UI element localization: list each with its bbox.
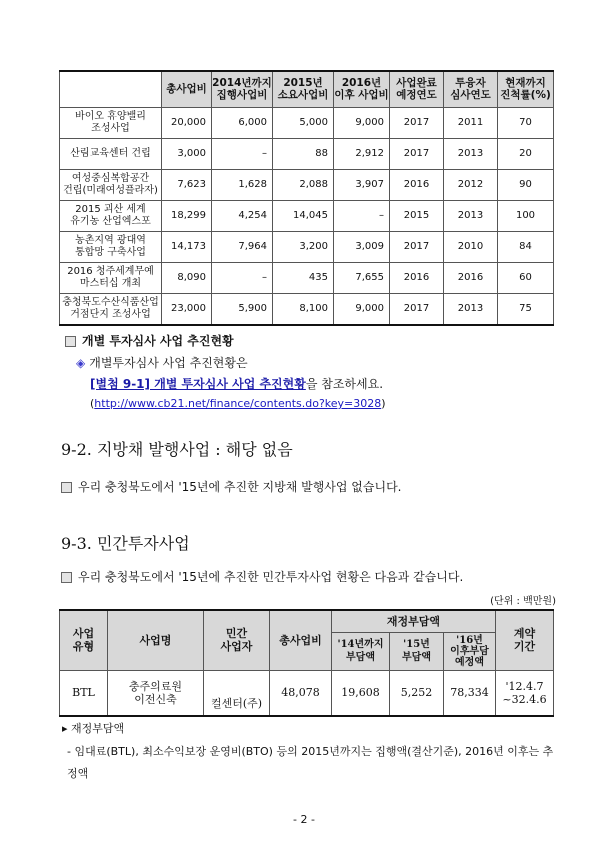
review-subheading: 개별 투자심사 사업 추진현황 [65, 332, 234, 349]
cell-total: 3,000 [162, 138, 212, 169]
cell-y2015: 435 [273, 262, 334, 293]
col-operator-header: 민간 사업자 [204, 610, 270, 670]
cell-progress: 60 [498, 262, 554, 293]
cell-review: 2013 [444, 293, 498, 325]
cell-y2014: – [212, 138, 273, 169]
corner-header [60, 71, 162, 107]
table-header-row [60, 71, 554, 107]
cell-progress: 84 [498, 231, 554, 262]
cell-y2016: 9,000 [334, 107, 390, 138]
table-body [60, 107, 554, 325]
cell-operator: 컬센터(주) [204, 670, 270, 716]
table-row [60, 138, 554, 169]
diamond-bullet-icon: ◈ [76, 356, 86, 370]
cell-review: 2012 [444, 169, 498, 200]
cell-y2016: 7,655 [334, 262, 390, 293]
cell-progress: 70 [498, 107, 554, 138]
section-9-2-text: 우리 충청북도에서 '15년에 추진한 지방채 발행사업 없습니다. [61, 478, 401, 495]
square-bullet-icon [61, 482, 72, 493]
cell-total: 20,000 [162, 107, 212, 138]
cell-progress: 20 [498, 138, 554, 169]
cell-name: 충주의료원 이전신축 [108, 670, 204, 716]
section-9-2-title: 9-2. 지방채 발행사업 : 해당 없음 [61, 440, 293, 459]
cell-y2015: 88 [273, 138, 334, 169]
cell-complete: 2016 [390, 169, 444, 200]
square-bullet-icon [65, 336, 76, 347]
cell-total: 7,623 [162, 169, 212, 200]
cell-name: 바이오 휴양밸리 조성사업 [60, 107, 162, 138]
cell-total: 14,173 [162, 231, 212, 262]
cell-complete: 2016 [390, 262, 444, 293]
cell-name: 여성중심복합공간 건립(미래여성플라자) [60, 169, 162, 200]
cell-y2014: 5,900 [212, 293, 273, 325]
cell-name: 2016 청주세계무예 마스터십 개최 [60, 262, 162, 293]
col-name-header: 사업명 [108, 610, 204, 670]
table-row [60, 107, 554, 138]
cell-y2014: 4,254 [212, 200, 273, 231]
table-row [60, 169, 554, 200]
cell-progress: 100 [498, 200, 554, 231]
cell-y2016: 2,912 [334, 138, 390, 169]
cell-y2014: 7,964 [212, 231, 273, 262]
cell-period: '12.4.7 ~32.4.6 [496, 670, 554, 716]
cell-progress: 90 [498, 169, 554, 200]
col-2015-header: '15년 부담액 [390, 632, 444, 670]
review-bullet: ◈ 개별투자심사 사업 추진현황은 [76, 356, 248, 370]
appendix-link[interactable]: [별첨 9-1] 개별 투자심사 사업 추진현황 [90, 377, 306, 391]
note-detail: - 임대료(BTL), 최소수익보장 운영비(BTO) 등의 2015년까지는 집행액(결산기준), 2016년 이후는 추정액 [67, 745, 554, 780]
cell-y2015: 2,088 [273, 169, 334, 200]
column-header: 투융자 심사연도 [444, 71, 498, 107]
cell-total: 48,078 [270, 670, 332, 716]
cell-y2015: 5,000 [273, 107, 334, 138]
cell-y2016: 9,000 [334, 293, 390, 325]
cell-review: 2011 [444, 107, 498, 138]
cell-y2015: 3,200 [273, 231, 334, 262]
cell-complete: 2017 [390, 138, 444, 169]
cell-progress: 75 [498, 293, 554, 325]
unit-label: (단위 : 백만원) [490, 596, 556, 607]
cell-y2016: 3,907 [334, 169, 390, 200]
cell-review: 2013 [444, 138, 498, 169]
table-row [60, 231, 554, 262]
cell-2014: 19,608 [332, 670, 390, 716]
cell-total: 18,299 [162, 200, 212, 231]
note-title: ▸ 재정부담액 [62, 722, 125, 735]
review-reference: [별첨 9-1] 개별 투자심사 사업 추진현황을 참조하세요. [90, 377, 384, 391]
cell-y2015: 8,100 [273, 293, 334, 325]
column-header: 총사업비 [162, 71, 212, 107]
finance-url-link[interactable]: http://www.cb21.net/finance/contents.do?key=3028 [94, 397, 382, 410]
cell-y2014: 6,000 [212, 107, 273, 138]
cell-complete: 2015 [390, 200, 444, 231]
cell-2016: 78,334 [444, 670, 496, 716]
review-url-line: (http://www.cb21.net/finance/contents.do?key=3028) [90, 397, 386, 410]
cell-name: 산림교육센터 건립 [60, 138, 162, 169]
section-9-3-text: 우리 충청북도에서 '15년에 추진한 민간투자사업 현황은 다음과 같습니다. [61, 568, 463, 585]
col-period-header: 계약 기간 [496, 610, 554, 670]
cell-complete: 2017 [390, 231, 444, 262]
col-total-header: 총사업비 [270, 610, 332, 670]
triangle-bullet-icon: ▸ [62, 722, 68, 735]
cell-total: 23,000 [162, 293, 212, 325]
column-header: 2016년 이후 사업비 [334, 71, 390, 107]
investment-projects-table [59, 70, 554, 326]
col-2016-header: '16년 이후부담 예정액 [444, 632, 496, 670]
private-investment-table [59, 609, 554, 717]
column-header: 2014년까지 집행사업비 [212, 71, 273, 107]
cell-name: 충청북도수산식품산업 거점단지 조성사업 [60, 293, 162, 325]
cell-total: 8,090 [162, 262, 212, 293]
page-number: - 2 - [293, 813, 315, 826]
cell-2015: 5,252 [390, 670, 444, 716]
section-9-3-title: 9-3. 민간투자사업 [61, 534, 190, 553]
cell-review: 2013 [444, 200, 498, 231]
table-row [60, 262, 554, 293]
col-finance-header: 재정부담액 [332, 610, 496, 632]
table-row [60, 200, 554, 231]
col-2014-header: '14년까지 부담액 [332, 632, 390, 670]
cell-y2016: 3,009 [334, 231, 390, 262]
cell-y2014: – [212, 262, 273, 293]
cell-complete: 2017 [390, 293, 444, 325]
cell-review: 2010 [444, 231, 498, 262]
table-row [60, 293, 554, 325]
column-header: 현재까지 진척률(%) [498, 71, 554, 107]
cell-type: BTL [60, 670, 108, 716]
table-row [60, 670, 554, 716]
col-type-header: 사업 유형 [60, 610, 108, 670]
cell-review: 2016 [444, 262, 498, 293]
cell-y2015: 14,045 [273, 200, 334, 231]
cell-name: 2015 괴산 세계 유기농 산업엑스포 [60, 200, 162, 231]
cell-y2014: 1,628 [212, 169, 273, 200]
square-bullet-icon [61, 572, 72, 583]
cell-complete: 2017 [390, 107, 444, 138]
cell-y2016: – [334, 200, 390, 231]
column-header: 2015년 소요사업비 [273, 71, 334, 107]
column-header: 사업완료 예정연도 [390, 71, 444, 107]
cell-name: 농촌지역 광대역 통합망 구축사업 [60, 231, 162, 262]
table-header-row [60, 610, 554, 632]
